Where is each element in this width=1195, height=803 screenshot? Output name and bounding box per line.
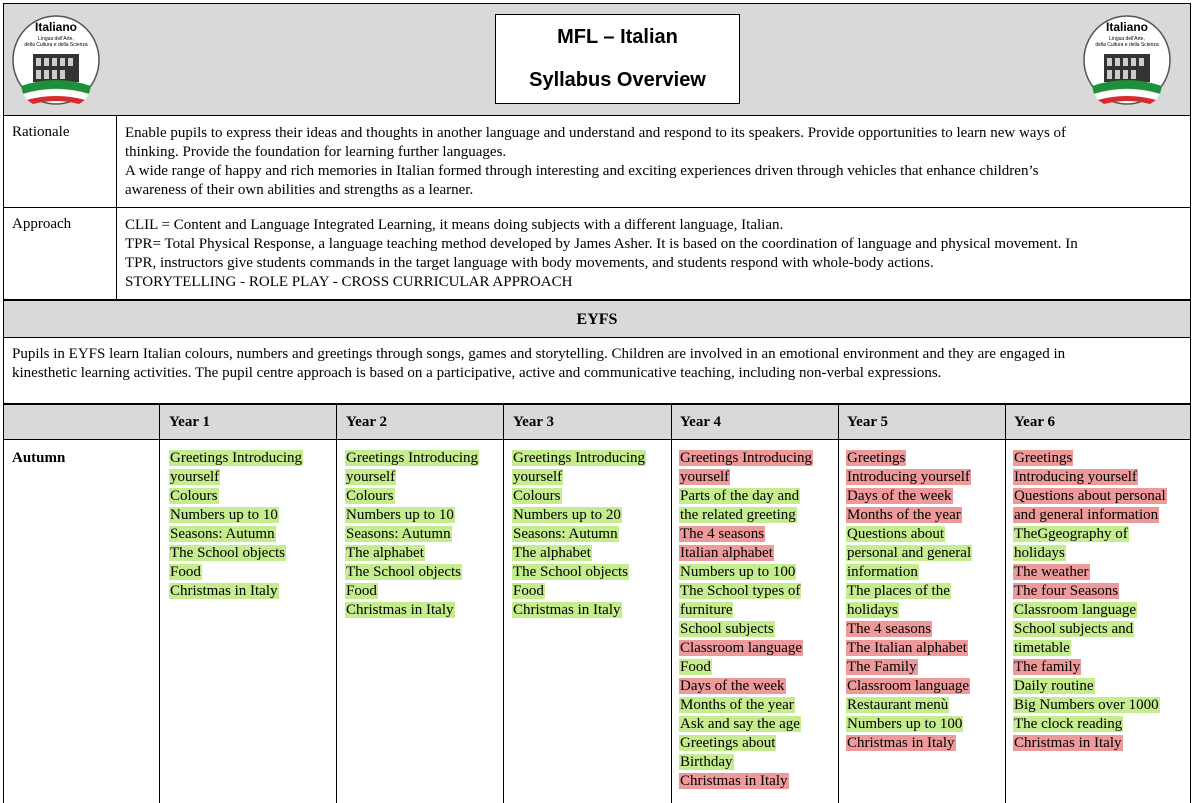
- topic-text: School subjects: [680, 621, 774, 637]
- topic-text: timetable: [1014, 640, 1070, 656]
- topic-text: the related greeting: [680, 507, 796, 523]
- topic-item: [846, 734, 972, 753]
- topic-item: [679, 487, 813, 506]
- topic-item: [679, 601, 813, 620]
- topic-item: [169, 506, 303, 525]
- topic-text: The alphabet: [513, 545, 591, 561]
- topic-item: [1013, 506, 1167, 525]
- year-6-autumn-cell: [1013, 449, 1167, 753]
- topic-item: [345, 544, 479, 563]
- year-3-header: Year 3: [513, 414, 554, 430]
- topic-text: Ask and say the age: [680, 716, 800, 732]
- topic-item: [846, 601, 972, 620]
- approach-label: Approach: [12, 216, 72, 232]
- topic-item: [345, 487, 479, 506]
- topic-text: Greetings Introducing: [170, 450, 303, 466]
- topic-text: holidays: [847, 602, 898, 618]
- topic-text: Colours: [513, 488, 561, 504]
- topic-item: [846, 468, 972, 487]
- topic-text: Food: [170, 564, 201, 580]
- topic-item: [846, 639, 972, 658]
- topic-item: [1013, 734, 1167, 753]
- topic-text: holidays: [1014, 545, 1065, 561]
- topic-text: Months of the year: [680, 697, 794, 713]
- year-6-header: Year 6: [1014, 414, 1055, 430]
- topic-item: [846, 449, 972, 468]
- topic-text: Greetings: [847, 450, 906, 466]
- topic-text: Christmas in Italy: [170, 583, 278, 599]
- topic-item: [1013, 696, 1167, 715]
- italiano-logo: [1082, 14, 1172, 106]
- topic-text: yourself: [680, 469, 730, 485]
- approach-line: CLIL = Content and Language Integrated Learning, it means doing subjects with a different language, Italian.: [125, 217, 784, 233]
- topic-text: Greetings Introducing: [513, 450, 646, 466]
- topic-text: Classroom language: [680, 640, 803, 656]
- title-box: [495, 14, 740, 104]
- topic-text: Greetings: [1014, 450, 1073, 466]
- topic-text: Greetings about: [680, 735, 776, 751]
- year-1-header: Year 1: [169, 414, 210, 430]
- year-2-header: Year 2: [346, 414, 387, 430]
- topic-text: School subjects and: [1014, 621, 1134, 637]
- topic-text: Introducing yourself: [1014, 469, 1137, 485]
- topic-text: The School objects: [346, 564, 461, 580]
- topic-text: Christmas in Italy: [847, 735, 955, 751]
- topic-item: [846, 620, 972, 639]
- topic-item: [679, 563, 813, 582]
- rationale-line: awareness of their own abilities and strengths as a learner.: [125, 182, 474, 198]
- year-1-autumn-cell: [169, 449, 303, 601]
- topic-item: [345, 601, 479, 620]
- topic-item: [345, 525, 479, 544]
- topic-item: [345, 582, 479, 601]
- topic-item: [846, 696, 972, 715]
- year-2-autumn-cell: [345, 449, 479, 620]
- topic-item: [846, 582, 972, 601]
- topic-item: [512, 544, 646, 563]
- topic-item: [679, 468, 813, 487]
- topic-item: [846, 715, 972, 734]
- topic-text: The Family: [847, 659, 917, 675]
- topic-text: Classroom language: [847, 678, 970, 694]
- topic-text: Italian alphabet: [680, 545, 773, 561]
- eyfs-line: kinesthetic learning activities. The pupil centre approach is based on a participative, active and communicative teaching, including non-verbal expressions.: [12, 365, 942, 381]
- year-5-header: Year 5: [847, 414, 888, 430]
- topic-text: and general information: [1014, 507, 1159, 523]
- topic-item: [1013, 639, 1167, 658]
- topic-text: TheGgeography of: [1014, 526, 1128, 542]
- topic-item: [1013, 563, 1167, 582]
- topic-text: Classroom language: [1014, 602, 1137, 618]
- approach-line: TPR, instructors give students commands in the target language with body movements, and students respond with whole-body actions.: [125, 255, 934, 271]
- topic-item: [512, 449, 646, 468]
- approach-row: [3, 208, 1191, 300]
- topic-item: [679, 620, 813, 639]
- topic-text: yourself: [346, 469, 396, 485]
- topic-text: Daily routine: [1014, 678, 1094, 694]
- topic-text: The alphabet: [346, 545, 424, 561]
- topic-text: Numbers up to 100: [680, 564, 796, 580]
- topic-item: [679, 639, 813, 658]
- topic-item: [169, 487, 303, 506]
- topic-item: [1013, 449, 1167, 468]
- topic-item: [679, 734, 813, 753]
- title-line-2: Syllabus Overview: [529, 69, 706, 91]
- topic-item: [679, 772, 813, 791]
- topic-item: [512, 582, 646, 601]
- topic-item: [345, 563, 479, 582]
- topic-text: Food: [346, 583, 377, 599]
- topic-item: [1013, 525, 1167, 544]
- topic-item: [512, 563, 646, 582]
- topic-text: personal and general: [847, 545, 972, 561]
- topic-text: The School objects: [513, 564, 628, 580]
- rationale-row: [3, 116, 1191, 208]
- topic-text: Birthday: [680, 754, 733, 770]
- topic-text: The clock reading: [1014, 716, 1123, 732]
- topic-item: [679, 658, 813, 677]
- topic-item: [1013, 601, 1167, 620]
- topic-text: furniture: [680, 602, 733, 618]
- topic-text: Seasons: Autumn: [346, 526, 451, 542]
- topic-text: Months of the year: [847, 507, 961, 523]
- topic-item: [345, 506, 479, 525]
- topic-item: [512, 506, 646, 525]
- topic-text: Restaurant menù: [847, 697, 949, 713]
- topic-item: [679, 582, 813, 601]
- topic-item: [169, 544, 303, 563]
- topic-item: [679, 544, 813, 563]
- topic-item: [679, 449, 813, 468]
- topic-text: The 4 seasons: [680, 526, 765, 542]
- topic-text: yourself: [513, 469, 563, 485]
- rationale-line: thinking. Provide the foundation for learning further languages.: [125, 144, 507, 160]
- year-4-header: Year 4: [680, 414, 721, 430]
- year-5-autumn-cell: [846, 449, 972, 753]
- topic-text: Food: [513, 583, 544, 599]
- topic-text: The 4 seasons: [847, 621, 932, 637]
- topic-text: Greetings Introducing: [346, 450, 479, 466]
- term-label-autumn: Autumn: [12, 450, 66, 466]
- logo-name-text: Italiano: [1105, 20, 1149, 34]
- topic-text: Colours: [170, 488, 218, 504]
- topic-item: [679, 696, 813, 715]
- topic-text: Parts of the day and: [680, 488, 800, 504]
- topic-item: [512, 601, 646, 620]
- eyfs-description: [3, 338, 1191, 404]
- topic-item: [846, 487, 972, 506]
- year-table: [3, 404, 1191, 803]
- year-3-autumn-cell: [512, 449, 646, 620]
- topic-text: The family: [1014, 659, 1081, 675]
- eyfs-heading: EYFS: [3, 300, 1191, 338]
- topic-text: yourself: [170, 469, 220, 485]
- topic-text: Colours: [346, 488, 394, 504]
- topic-item: [679, 677, 813, 696]
- approach-line: STORYTELLING - ROLE PLAY - CROSS CURRICULAR APPROACH: [125, 274, 573, 290]
- topic-item: [1013, 487, 1167, 506]
- topic-text: Christmas in Italy: [513, 602, 621, 618]
- topic-item: [846, 677, 972, 696]
- topic-item: [679, 506, 813, 525]
- topic-item: [512, 525, 646, 544]
- topic-text: information: [847, 564, 918, 580]
- svg-text:della Cultura e della Scienza: della Cultura e della Scienza: [1095, 42, 1159, 48]
- topic-item: [169, 563, 303, 582]
- svg-text:della Cultura e della Scienza: della Cultura e della Scienza: [24, 42, 88, 48]
- topic-text: Seasons: Autumn: [170, 526, 275, 542]
- logo-name-text: Italiano: [34, 20, 78, 34]
- topic-item: [846, 525, 972, 544]
- topic-item: [345, 449, 479, 468]
- rationale-text: [125, 124, 1182, 200]
- topic-item: [345, 468, 479, 487]
- rationale-line: Enable pupils to express their ideas and thoughts in another language and understand and respond to its speakers. Provide opportunities to learn new ways of: [125, 125, 1067, 141]
- topic-text: Numbers up to 10: [346, 507, 454, 523]
- topic-item: [1013, 677, 1167, 696]
- topic-text: The weather: [1014, 564, 1089, 580]
- topic-text: Big Numbers over 1000: [1014, 697, 1159, 713]
- topic-text: The four Seasons: [1014, 583, 1119, 599]
- topic-text: Numbers up to 100: [847, 716, 963, 732]
- topic-item: [169, 582, 303, 601]
- topic-text: Days of the week: [680, 678, 785, 694]
- topic-item: [1013, 544, 1167, 563]
- topic-item: [846, 506, 972, 525]
- topic-text: Introducing yourself: [847, 469, 970, 485]
- topic-item: [1013, 715, 1167, 734]
- topic-text: Christmas in Italy: [680, 773, 788, 789]
- topic-text: The School objects: [170, 545, 285, 561]
- topic-item: [1013, 582, 1167, 601]
- topic-item: [169, 525, 303, 544]
- topic-text: Greetings Introducing: [680, 450, 813, 466]
- topic-item: [679, 715, 813, 734]
- approach-line: TPR= Total Physical Response, a language teaching method developed by James Asher. It is based on the coordination of language and physical movement. In: [125, 236, 1078, 252]
- topic-item: [169, 449, 303, 468]
- topic-item: [679, 753, 813, 772]
- topic-item: [512, 487, 646, 506]
- document-header: [3, 3, 1191, 116]
- topic-item: [512, 468, 646, 487]
- eyfs-line: Pupils in EYFS learn Italian colours, numbers and greetings through songs, games and storytelling. Children are involved in an emotional environment and they are engaged in: [12, 346, 1066, 362]
- topic-item: [1013, 620, 1167, 639]
- title-line-1: MFL – Italian: [557, 26, 678, 48]
- italiano-logo: [11, 14, 101, 106]
- topic-text: Numbers up to 20: [513, 507, 621, 523]
- topic-text: Food: [680, 659, 711, 675]
- topic-text: The School types of: [680, 583, 801, 599]
- approach-text: [125, 216, 1182, 292]
- topic-text: Questions about: [847, 526, 945, 542]
- topic-item: [679, 525, 813, 544]
- topic-item: [1013, 658, 1167, 677]
- topic-text: Numbers up to 10: [170, 507, 278, 523]
- topic-text: Christmas in Italy: [1014, 735, 1122, 751]
- topic-text: Christmas in Italy: [346, 602, 454, 618]
- topic-text: Seasons: Autumn: [513, 526, 618, 542]
- year-4-autumn-cell: [679, 449, 813, 791]
- topic-item: [1013, 468, 1167, 487]
- svg-text:Lingua dell'Arte,: Lingua dell'Arte,: [1109, 36, 1145, 42]
- topic-item: [169, 468, 303, 487]
- svg-text:Lingua dell'Arte,: Lingua dell'Arte,: [38, 36, 74, 42]
- topic-text: Questions about personal: [1014, 488, 1166, 504]
- topic-text: The Italian alphabet: [847, 640, 967, 656]
- topic-item: [846, 563, 972, 582]
- rationale-label: Rationale: [12, 124, 70, 140]
- topic-item: [846, 658, 972, 677]
- topic-item: [846, 544, 972, 563]
- topic-text: Days of the week: [847, 488, 952, 504]
- rationale-line: A wide range of happy and rich memories in Italian formed through interesting and exciting experiences driven through vehicles that enhance children’s: [125, 163, 1039, 179]
- topic-text: The places of the: [847, 583, 950, 599]
